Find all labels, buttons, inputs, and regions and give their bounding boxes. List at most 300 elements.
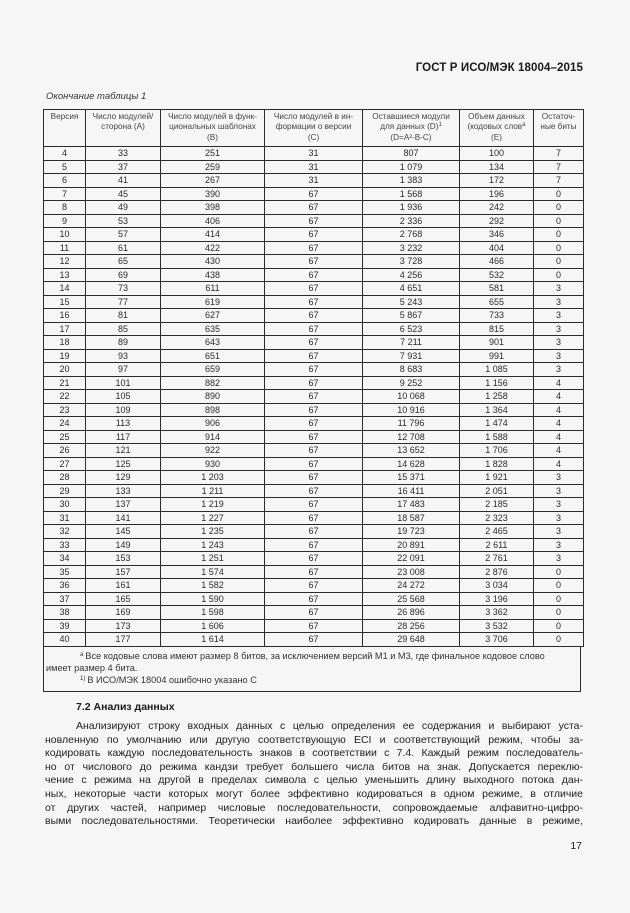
header-line: (B) (207, 132, 218, 142)
footnote-marker: a (80, 651, 84, 658)
cell-modules-per-side: 81 (86, 309, 161, 323)
cell-version: 22 (44, 390, 86, 404)
cell-data-modules: 14 628 (363, 457, 460, 471)
table-row (44, 363, 584, 377)
cell-version: 21 (44, 376, 86, 390)
cell-version: 33 (44, 538, 86, 552)
table-row (44, 498, 584, 512)
header-line: Объем данных (468, 112, 525, 121)
cell-version: 38 (44, 606, 86, 620)
cell-modules-per-side: 169 (86, 606, 161, 620)
cell-data-modules: 19 723 (363, 525, 460, 539)
document-id-header: ГОСТ Р ИСО/МЭК 18004–2015 (415, 62, 583, 74)
cell-modules-per-side: 133 (86, 484, 161, 498)
table-row (44, 619, 584, 633)
header-line: Оставшиеся модули (372, 112, 450, 121)
header-line: циональных шаблонах (169, 122, 256, 132)
cell-version: 40 (44, 633, 86, 647)
cell-version-info-modules: 67 (265, 525, 363, 539)
paragraph-line: кодировать каждую последовательность знаков в соответствии с 7.4. Каждый режим последователь- (45, 747, 583, 760)
cell-version: 10 (44, 228, 86, 242)
cell-remainder-bits: 0 (534, 565, 584, 579)
cell-function-pattern-modules: 898 (161, 403, 265, 417)
cell-data-modules: 1 936 (363, 201, 460, 215)
cell-version-info-modules: 67 (265, 484, 363, 498)
header-line: формации о версии (275, 122, 352, 132)
cell-modules-per-side: 149 (86, 538, 161, 552)
cell-version-info-modules: 67 (265, 633, 363, 647)
table-row (44, 444, 584, 458)
column-header-version (44, 110, 86, 147)
cell-remainder-bits: 3 (534, 349, 584, 363)
cell-function-pattern-modules: 1 606 (161, 619, 265, 633)
cell-data-modules: 4 256 (363, 268, 460, 282)
cell-data-capacity: 2 465 (460, 525, 534, 539)
table-row (44, 174, 584, 188)
table-row (44, 322, 584, 336)
cell-data-capacity: 2 185 (460, 498, 534, 512)
header-line-text: для данных (D) (380, 122, 439, 132)
cell-data-modules: 10 068 (363, 390, 460, 404)
cell-function-pattern-modules: 914 (161, 430, 265, 444)
cell-function-pattern-modules: 1 203 (161, 471, 265, 485)
cell-function-pattern-modules: 1 251 (161, 552, 265, 566)
table-row (44, 268, 584, 282)
cell-data-capacity: 733 (460, 309, 534, 323)
cell-data-modules: 11 796 (363, 417, 460, 431)
cell-modules-per-side: 153 (86, 552, 161, 566)
cell-version-info-modules: 67 (265, 376, 363, 390)
cell-remainder-bits: 4 (534, 376, 584, 390)
cell-remainder-bits: 3 (534, 511, 584, 525)
cell-remainder-bits: 3 (534, 525, 584, 539)
cell-function-pattern-modules: 1 598 (161, 606, 265, 620)
cell-data-modules: 5 867 (363, 309, 460, 323)
cell-data-capacity: 134 (460, 160, 534, 174)
cell-version: 11 (44, 241, 86, 255)
cell-version: 17 (44, 322, 86, 336)
table-row (44, 511, 584, 525)
cell-modules-per-side: 113 (86, 417, 161, 431)
cell-modules-per-side: 109 (86, 403, 161, 417)
header-line: (C) (307, 132, 320, 142)
cell-data-capacity: 815 (460, 322, 534, 336)
cell-remainder-bits: 0 (534, 579, 584, 593)
cell-data-capacity: 1 085 (460, 363, 534, 377)
cell-version-info-modules: 31 (265, 160, 363, 174)
cell-modules-per-side: 57 (86, 228, 161, 242)
cell-data-modules: 12 708 (363, 430, 460, 444)
section-heading: 7.2 Анализ данных (76, 701, 175, 713)
cell-version: 18 (44, 336, 86, 350)
cell-data-capacity: 655 (460, 295, 534, 309)
cell-modules-per-side: 145 (86, 525, 161, 539)
cell-function-pattern-modules: 1 219 (161, 498, 265, 512)
table-row (44, 228, 584, 242)
footnote-1 (46, 674, 578, 686)
cell-data-capacity: 991 (460, 349, 534, 363)
cell-version-info-modules: 67 (265, 268, 363, 282)
cell-modules-per-side: 33 (86, 147, 161, 161)
cell-function-pattern-modules: 651 (161, 349, 265, 363)
cell-data-modules: 5 243 (363, 295, 460, 309)
cell-data-capacity: 466 (460, 255, 534, 269)
header-line: Остаточ- (541, 112, 576, 121)
cell-data-modules: 7 931 (363, 349, 460, 363)
cell-function-pattern-modules: 1 235 (161, 525, 265, 539)
cell-modules-per-side: 49 (86, 201, 161, 215)
cell-version: 36 (44, 579, 86, 593)
cell-modules-per-side: 85 (86, 322, 161, 336)
cell-data-modules: 1 568 (363, 187, 460, 201)
paragraph-line: новленную по умолчанию или другую соответствующую ECI и соответствующий режим, чтобы за- (45, 733, 583, 746)
footnote-ref: 1 (438, 122, 442, 129)
cell-version-info-modules: 67 (265, 349, 363, 363)
table-row (44, 525, 584, 539)
cell-version: 9 (44, 214, 86, 228)
column-header-function-pattern-modules (161, 110, 265, 147)
cell-remainder-bits: 0 (534, 201, 584, 215)
header-line: сторона (A) (101, 122, 145, 132)
table-row (44, 417, 584, 431)
cell-remainder-bits: 3 (534, 282, 584, 296)
header-line: Число модулей в ин- (273, 112, 354, 121)
cell-data-capacity: 901 (460, 336, 534, 350)
cell-function-pattern-modules: 922 (161, 444, 265, 458)
table-row (44, 376, 584, 390)
cell-version: 23 (44, 403, 86, 417)
cell-modules-per-side: 65 (86, 255, 161, 269)
table-row (44, 484, 584, 498)
cell-version-info-modules: 31 (265, 147, 363, 161)
header-line-text: (кодовых слов (467, 122, 523, 132)
table-row (44, 552, 584, 566)
cell-function-pattern-modules: 1 211 (161, 484, 265, 498)
column-header-modules-per-side (86, 110, 161, 147)
cell-version: 25 (44, 430, 86, 444)
cell-modules-per-side: 93 (86, 349, 161, 363)
cell-version: 15 (44, 295, 86, 309)
cell-data-capacity: 532 (460, 268, 534, 282)
cell-data-capacity: 1 364 (460, 403, 534, 417)
cell-modules-per-side: 157 (86, 565, 161, 579)
cell-modules-per-side: 177 (86, 633, 161, 647)
cell-data-capacity: 3 532 (460, 619, 534, 633)
cell-function-pattern-modules: 930 (161, 457, 265, 471)
cell-function-pattern-modules: 1 590 (161, 592, 265, 606)
cell-remainder-bits: 4 (534, 430, 584, 444)
cell-remainder-bits: 0 (534, 241, 584, 255)
cell-function-pattern-modules: 438 (161, 268, 265, 282)
cell-version-info-modules: 67 (265, 430, 363, 444)
footnote-text: В ИСО/МЭК 18004 ошибочно указано С (87, 675, 257, 686)
footnote-text: Все кодовые слова имеют размер 8 битов, за исключением версий М1 и М3, где финальное кодовое слово (85, 650, 545, 661)
paragraph-line: но от числового до режима кандзи требует большего числа битов на знак. Допускается переклю- (45, 760, 583, 773)
cell-version-info-modules: 67 (265, 282, 363, 296)
cell-data-capacity: 1 828 (460, 457, 534, 471)
cell-version: 4 (44, 147, 86, 161)
cell-data-modules: 2 768 (363, 228, 460, 242)
cell-function-pattern-modules: 611 (161, 282, 265, 296)
cell-modules-per-side: 117 (86, 430, 161, 444)
cell-version-info-modules: 67 (265, 228, 363, 242)
table-row (44, 160, 584, 174)
column-header-data-modules (363, 110, 460, 147)
table-row (44, 255, 584, 269)
cell-data-modules: 22 091 (363, 552, 460, 566)
cell-function-pattern-modules: 627 (161, 309, 265, 323)
cell-data-modules: 7 211 (363, 336, 460, 350)
table-caption: Окончание таблицы 1 (46, 91, 147, 102)
cell-data-capacity: 3 034 (460, 579, 534, 593)
cell-remainder-bits: 4 (534, 403, 584, 417)
cell-remainder-bits: 3 (534, 309, 584, 323)
cell-version: 30 (44, 498, 86, 512)
cell-modules-per-side: 41 (86, 174, 161, 188)
cell-modules-per-side: 121 (86, 444, 161, 458)
table-row (44, 390, 584, 404)
cell-version: 24 (44, 417, 86, 431)
cell-function-pattern-modules: 422 (161, 241, 265, 255)
cell-function-pattern-modules: 259 (161, 160, 265, 174)
cell-version-info-modules: 67 (265, 498, 363, 512)
cell-version-info-modules: 67 (265, 579, 363, 593)
cell-modules-per-side: 141 (86, 511, 161, 525)
table-row (44, 295, 584, 309)
cell-remainder-bits: 3 (534, 363, 584, 377)
cell-version: 29 (44, 484, 86, 498)
cell-data-modules: 4 651 (363, 282, 460, 296)
cell-data-capacity: 2 051 (460, 484, 534, 498)
cell-data-capacity: 172 (460, 174, 534, 188)
cell-data-modules: 3 232 (363, 241, 460, 255)
cell-function-pattern-modules: 430 (161, 255, 265, 269)
cell-version-info-modules: 67 (265, 538, 363, 552)
header-line (460, 122, 533, 132)
cell-version-info-modules: 67 (265, 363, 363, 377)
cell-modules-per-side: 165 (86, 592, 161, 606)
cell-version-info-modules: 67 (265, 322, 363, 336)
cell-modules-per-side: 173 (86, 619, 161, 633)
table-row (44, 403, 584, 417)
cell-function-pattern-modules: 414 (161, 228, 265, 242)
cell-modules-per-side: 161 (86, 579, 161, 593)
table-row (44, 187, 584, 201)
cell-modules-per-side: 73 (86, 282, 161, 296)
cell-version-info-modules: 67 (265, 403, 363, 417)
cell-version-info-modules: 67 (265, 457, 363, 471)
cell-modules-per-side: 105 (86, 390, 161, 404)
cell-data-capacity: 346 (460, 228, 534, 242)
table-row (44, 241, 584, 255)
cell-function-pattern-modules: 890 (161, 390, 265, 404)
cell-version: 7 (44, 187, 86, 201)
cell-remainder-bits: 0 (534, 228, 584, 242)
cell-modules-per-side: 37 (86, 160, 161, 174)
cell-version-info-modules: 67 (265, 336, 363, 350)
cell-data-capacity: 3 196 (460, 592, 534, 606)
cell-function-pattern-modules: 267 (161, 174, 265, 188)
cell-version-info-modules: 67 (265, 444, 363, 458)
cell-version-info-modules: 67 (265, 201, 363, 215)
header-line: ные биты (540, 122, 577, 132)
cell-data-capacity: 404 (460, 241, 534, 255)
cell-data-capacity: 100 (460, 147, 534, 161)
cell-remainder-bits: 0 (534, 606, 584, 620)
cell-data-modules: 25 568 (363, 592, 460, 606)
cell-data-modules: 9 252 (363, 376, 460, 390)
cell-version-info-modules: 67 (265, 309, 363, 323)
cell-function-pattern-modules: 251 (161, 147, 265, 161)
cell-data-capacity: 1 921 (460, 471, 534, 485)
cell-version-info-modules: 67 (265, 390, 363, 404)
cell-version: 35 (44, 565, 86, 579)
cell-version: 12 (44, 255, 86, 269)
cell-remainder-bits: 0 (534, 187, 584, 201)
cell-function-pattern-modules: 906 (161, 417, 265, 431)
cell-modules-per-side: 89 (86, 336, 161, 350)
table-row (44, 565, 584, 579)
table-row (44, 214, 584, 228)
cell-remainder-bits: 0 (534, 268, 584, 282)
table-header-row (44, 110, 584, 147)
cell-remainder-bits: 0 (534, 619, 584, 633)
cell-data-modules: 6 523 (363, 322, 460, 336)
cell-version-info-modules: 67 (265, 592, 363, 606)
cell-modules-per-side: 45 (86, 187, 161, 201)
cell-remainder-bits: 7 (534, 174, 584, 188)
cell-function-pattern-modules: 1 243 (161, 538, 265, 552)
cell-version: 34 (44, 552, 86, 566)
paragraph-line: чение с режима на другой в пределах символа с целью уменьшить длину выходного потока дан- (45, 774, 583, 787)
cell-remainder-bits: 4 (534, 390, 584, 404)
table-row (44, 282, 584, 296)
cell-data-modules: 3 728 (363, 255, 460, 269)
cell-modules-per-side: 137 (86, 498, 161, 512)
cell-data-modules: 1 383 (363, 174, 460, 188)
cell-version: 26 (44, 444, 86, 458)
cell-data-capacity: 2 323 (460, 511, 534, 525)
table-row (44, 471, 584, 485)
cell-remainder-bits: 0 (534, 255, 584, 269)
cell-data-capacity: 2 611 (460, 538, 534, 552)
qr-capacity-table (43, 109, 584, 647)
cell-version-info-modules: 67 (265, 295, 363, 309)
cell-modules-per-side: 125 (86, 457, 161, 471)
cell-function-pattern-modules: 1 227 (161, 511, 265, 525)
cell-function-pattern-modules: 1 614 (161, 633, 265, 647)
cell-data-capacity: 2 761 (460, 552, 534, 566)
cell-data-capacity: 292 (460, 214, 534, 228)
header-line: (E) (491, 132, 502, 142)
cell-remainder-bits: 3 (534, 484, 584, 498)
header-line: Число модулей/ (92, 112, 154, 121)
cell-remainder-bits: 3 (534, 295, 584, 309)
cell-remainder-bits: 3 (534, 471, 584, 485)
cell-data-modules: 26 896 (363, 606, 460, 620)
cell-version: 39 (44, 619, 86, 633)
cell-version-info-modules: 67 (265, 552, 363, 566)
cell-version: 27 (44, 457, 86, 471)
cell-data-capacity: 3 362 (460, 606, 534, 620)
table-row (44, 457, 584, 471)
cell-data-modules: 10 916 (363, 403, 460, 417)
cell-data-modules: 23 008 (363, 565, 460, 579)
cell-data-modules: 8 683 (363, 363, 460, 377)
cell-version: 6 (44, 174, 86, 188)
cell-data-modules: 1 079 (363, 160, 460, 174)
cell-version: 16 (44, 309, 86, 323)
paragraph-line: Анализируют строку входных данных с целью определения ее содержания и выбирают уста- (76, 720, 583, 732)
cell-modules-per-side: 77 (86, 295, 161, 309)
cell-data-modules: 17 483 (363, 498, 460, 512)
cell-data-capacity: 3 706 (460, 633, 534, 647)
cell-data-capacity: 196 (460, 187, 534, 201)
cell-function-pattern-modules: 635 (161, 322, 265, 336)
cell-version: 31 (44, 511, 86, 525)
cell-data-capacity: 1 156 (460, 376, 534, 390)
cell-version: 13 (44, 268, 86, 282)
cell-data-capacity: 1 588 (460, 430, 534, 444)
cell-data-capacity: 1 474 (460, 417, 534, 431)
cell-remainder-bits: 3 (534, 538, 584, 552)
cell-modules-per-side: 129 (86, 471, 161, 485)
cell-data-modules: 15 371 (363, 471, 460, 485)
cell-remainder-bits: 7 (534, 160, 584, 174)
cell-version: 5 (44, 160, 86, 174)
cell-version-info-modules: 31 (265, 174, 363, 188)
cell-version: 28 (44, 471, 86, 485)
table-row (44, 336, 584, 350)
cell-data-modules: 28 256 (363, 619, 460, 633)
cell-version-info-modules: 67 (265, 471, 363, 485)
cell-version-info-modules: 67 (265, 417, 363, 431)
table-row (44, 201, 584, 215)
footnote-marker: 1) (80, 676, 86, 683)
table-container (43, 109, 583, 692)
cell-remainder-bits: 3 (534, 552, 584, 566)
cell-version-info-modules: 67 (265, 606, 363, 620)
paragraph-line: от других частей, например числовые последовательности, сопровождаемые алфавитно-цифро- (45, 801, 583, 814)
table-row (44, 349, 584, 363)
cell-remainder-bits: 0 (534, 214, 584, 228)
cell-data-capacity: 1 706 (460, 444, 534, 458)
cell-data-capacity: 242 (460, 201, 534, 215)
section-paragraph (45, 720, 583, 829)
cell-version-info-modules: 67 (265, 187, 363, 201)
cell-version: 37 (44, 592, 86, 606)
cell-remainder-bits: 4 (534, 444, 584, 458)
cell-version-info-modules: 67 (265, 511, 363, 525)
paragraph-line: ных, некоторые части которых могут более эффективно кодироваться в одном режиме, в отличие (45, 787, 583, 800)
table-row (44, 606, 584, 620)
cell-version-info-modules: 67 (265, 255, 363, 269)
header-line (363, 122, 459, 132)
cell-remainder-bits: 4 (534, 457, 584, 471)
column-header-version-info-modules (265, 110, 363, 147)
table-row (44, 633, 584, 647)
cell-version-info-modules: 67 (265, 214, 363, 228)
cell-data-modules: 16 411 (363, 484, 460, 498)
header-line: Число модулей в функ- (168, 112, 257, 121)
cell-function-pattern-modules: 406 (161, 214, 265, 228)
cell-remainder-bits: 4 (534, 417, 584, 431)
cell-data-modules: 20 891 (363, 538, 460, 552)
table-row (44, 309, 584, 323)
table-row (44, 430, 584, 444)
cell-version: 8 (44, 201, 86, 215)
cell-data-modules: 24 272 (363, 579, 460, 593)
